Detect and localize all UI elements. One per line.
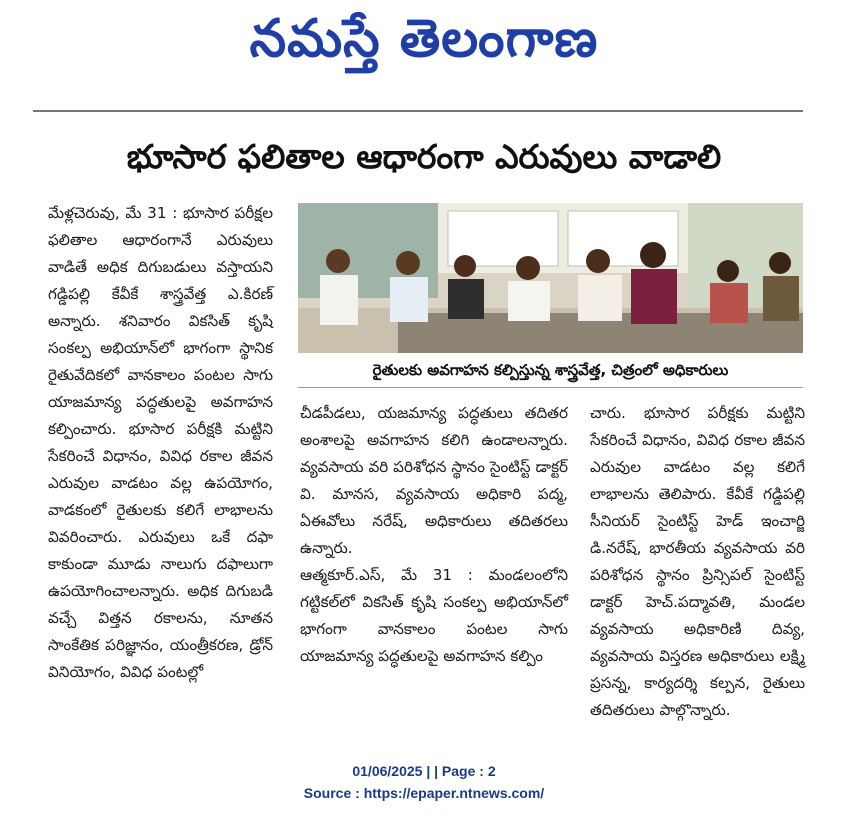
masthead-divider [33,110,803,112]
article-column-2 [300,400,568,670]
article-column-1 [48,200,273,686]
masthead-title: నమస్తే తెలంగాణ [249,9,599,69]
column-1-text: మేళ్లచెరువు, మే 31 : భూసార పరీక్షల ఫలితాల ఆధారంగానే ఎరువులు వాడితే అధిక దిగుబడులు వస్తాయని గడ్డిపల్లి కేవీకే శాస్త్రవేత్త ఎ.కిరణ్ అన్నారు. శనివారం వికసిత్ కృషి సంకల్ప అభియాన్‌లో భాగంగా స్థానిక రైతువేదికలో వానకాలం పంటల సాగు యాజమాన్య పద్ధతులపై అవగాహన కల్పించారు. భూసార పరీక్షకి మట్టిని సేకరించే విధానం, వివిధ రకాల జీవన ఎరువుల వాడటం వల్ల ఉపయోగం, వాడకంలో రైతులకు కలిగే లాభాలను వివరించారు. ఎరువులు ఒకే దఫా కాకుండా మూడు నాలుగు దఫాలుగా ఉపయోగించాలన్నారు. అధిక దిగుబడి వచ్చే విత్తన రకాలను, నూతన సాంకేతిక పరిజ్ఞానం, యంత్రీకరణ, డ్రోన్ వినియోగం, వివిధ పంటల్లో [48,204,273,681]
article-column-3 [590,400,805,724]
footer-date-page: 01/06/2025 | | Page : 2 [352,763,496,779]
footer-source-link[interactable]: Source : https://epaper.ntnews.com/ [303,785,545,801]
article-photo [298,203,803,353]
column-3-text: చారు. భూసార పరీక్షకు మట్టిని సేకరించే విధానం, వివిధ రకాల జీవన ఎరువుల వాడటం వల్ల కలిగే లాభాలను తెలిపారు. కేవీకే గడ్డిపల్లి సీనియర్ సైంటిస్ట్ హెడ్ ఇంచార్జి డి.నరేష్, భారతీయ వ్యవసాయ వరి పరిశోధన స్థానం ప్రిన్సిపల్ సైంటిస్ట్ డాక్టర్ హెచ్.పద్మావతి, మండల వ్యవసాయ అధికారిణి దివ్య, వ్యవసాయ విస్తరణ అధికారులు లక్ష్మి ప్రసన్న, కార్యదర్శి కల్పన, రైతులు తదితరులు పాల్గొన్నారు. [590,404,805,719]
column-2-paragraph-2: ఆత్మకూర్.ఎస్, మే 31 : మండలంలోని గట్టికల్‌లో వికసిత్ కృషి సంకల్ప అభియాన్‌లో భాగంగా వానకాలం పంటల సాగు యాజమాన్య పద్ధతులపై అవగాహన కల్పిం [300,566,568,665]
article-headline: భూసార ఫలితాల ఆధారంగా ఎరువులు వాడాలి [126,137,722,176]
column-2-paragraph-1: చీడపీడలు, యజమాన్య పద్ధతులు తదితర అంశాలపై అవగాహన కలిగి ఉండాలన్నారు. వ్యవసాయ వరి పరిశోధన స్థానం సైంటిస్ట్ డాక్టర్ వి. మానస, వ్యవసాయ అధికారి పద్మ, ఏఈవోలు నరేష్, అధికారులు తదితరలు ఉన్నారు. [300,404,568,557]
caption-divider [298,387,803,388]
photo-caption: రైతులకు అవగాహన కల్పిస్తున్న శాస్త్రవేత్త, చిత్రంలో అధికారులు [372,361,729,379]
